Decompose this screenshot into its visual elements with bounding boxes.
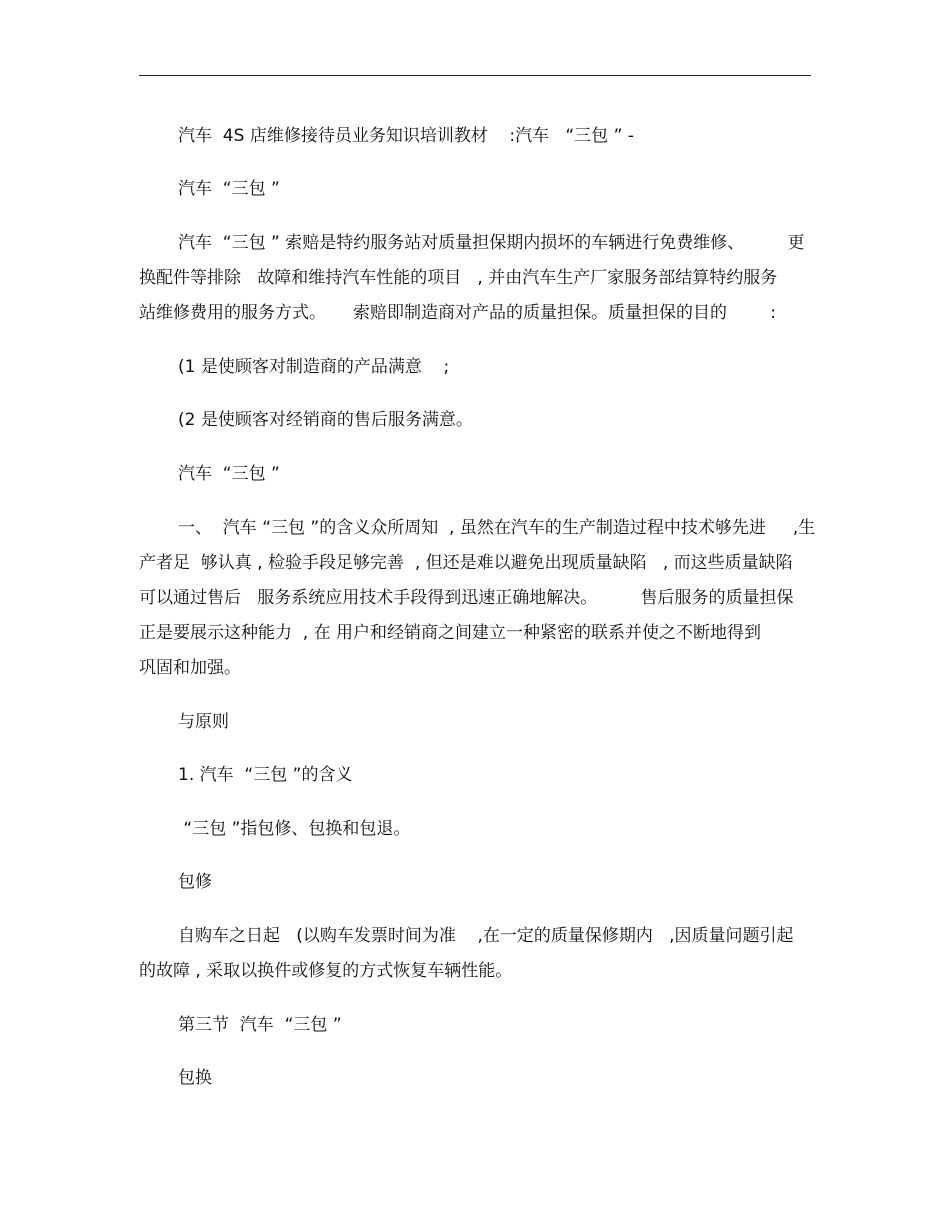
list-item: (1 是使顾客对制造商的产品满意 ; [178, 357, 450, 377]
paragraph-line: 换配件等排除 故障和维持汽车性能的项目 , 并由汽车生产厂家服务部结算特约服务 [139, 268, 778, 288]
paragraph-line: 产者足 够认真 , 检验手段足够完善 , 但还是难以避免出现质量缺陷 , 而这些质量缺陷 [139, 553, 793, 573]
section-heading: 包修 [178, 872, 212, 892]
section-heading: 汽车 “三包 ” [178, 464, 280, 484]
section-heading: 1. 汽车 “三包 ”的含义 [178, 765, 353, 785]
header-rule [139, 75, 811, 76]
document-title: 汽车 4S 店维修接待员业务知识培训教材 :汽车 “三包 ” - [178, 126, 634, 146]
paragraph-line: 汽车 “三包 ” 索赔是特约服务站对质量担保期内损坏的车辆进行免费维修、 更 [178, 233, 805, 253]
paragraph-line: 可以通过售后 服务系统应用技术手段得到迅速正确地解决。 售后服务的质量担保 [139, 588, 794, 608]
section-heading: 第三节 汽车 “三包 ” [178, 1015, 342, 1035]
section-heading: 汽车 “三包 ” [178, 179, 280, 199]
paragraph-line: “三包 ”指包修、包换和包退。 [178, 819, 411, 839]
paragraph-line: 巩固和加强。 [139, 658, 241, 678]
paragraph-line: 站维修费用的服务方式。 索赔即制造商对产品的质量担保。质量担保的目的 : [139, 303, 776, 323]
paragraph-line: 正是要展示这种能力 , 在 用户和经销商之间建立一种紧密的联系并使之不断地得到 [139, 623, 762, 643]
section-heading: 包换 [178, 1068, 212, 1088]
paragraph-line: 一、 汽车 “三包 ”的含义众所周知 , 虽然在汽车的生产制造过程中技术够先进 ,生 [178, 518, 816, 538]
list-item: (2 是使顾客对经销商的售后服务满意。 [178, 410, 473, 430]
section-heading: 与原则 [178, 712, 229, 732]
paragraph-line: 的故障 , 采取以换件或修复的方式恢复车辆性能。 [139, 961, 513, 981]
paragraph-line: 自购车之日起 (以购车发票时间为准 ,在一定的质量保修期内 ,因质量问题引起 [178, 926, 794, 946]
